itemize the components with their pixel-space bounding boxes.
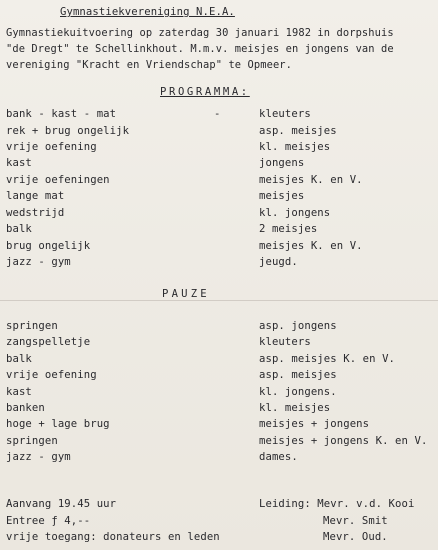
program-group: meisjes K. en V. [259,174,363,186]
program-item: jazz - gym [6,256,71,268]
program-group: asp. meisjes [259,125,337,137]
program-item: vrije oefeningen [6,174,110,186]
program-group: jongens [259,157,305,169]
program-group: meisjes + jongens [259,418,370,430]
program-group: asp. jongens [259,320,337,332]
aanvang-text: Aanvang 19.45 uur [6,498,117,510]
program-group: 2 meisjes [259,223,318,235]
program-group: kleuters [259,336,311,348]
entree-text: Entree ƒ 4,-- [6,515,91,527]
programma-title: PROGRAMMA: [160,86,250,98]
program-group: dames. [259,451,298,463]
program-item: zangspelletje [6,336,91,348]
program-group: kleuters [259,108,311,120]
program-group: meisjes K. en V. [259,240,363,252]
leiding-line: Mevr. Smit [323,515,388,527]
intro-line: Gymnastiekuitvoering op zaterdag 30 januari 1982 in dorpshuis [6,27,394,39]
program-item: bank - kast - mat [6,108,117,120]
program-item: rek + brug ongelijk [6,125,130,137]
program-group: kl. jongens [259,207,331,219]
program-item: vrije oefening [6,369,97,381]
program-item: balk [6,223,32,235]
program-group: jeugd. [259,256,298,268]
program-item: brug ongelijk [6,240,91,252]
document-heading: Gymnastiekvereniging N.E.A. [60,6,235,18]
program-group: asp. meisjes K. en V. [259,353,396,365]
program-item: banken [6,402,45,414]
leiding-line: Leiding: Mevr. v.d. Kooi [259,498,415,510]
program-dash: - [214,108,221,120]
intro-line: vereniging "Kracht en Vriendschap" te Opmeer. [6,59,293,71]
leiding-line: Mevr. Oud. [323,531,388,543]
program-item: springen [6,435,58,447]
program-item: balk [6,353,32,365]
program-item: kast [6,386,32,398]
program-group: meisjes [259,190,305,202]
program-group: asp. meisjes [259,369,337,381]
program-group: kl. jongens. [259,386,337,398]
intro-line: "de Dregt" te Schellinkhout. M.m.v. meisjes en jongens van de [6,43,394,55]
program-item: springen [6,320,58,332]
program-group: meisjes + jongens K. en V. [259,435,428,447]
program-item: kast [6,157,32,169]
paper-crease [0,300,438,301]
program-item: vrije oefening [6,141,97,153]
program-group: kl. meisjes [259,402,331,414]
pauze-title: PAUZE [162,288,210,300]
program-item: wedstrijd [6,207,65,219]
program-item: jazz - gym [6,451,71,463]
program-group: kl. meisjes [259,141,331,153]
toegang-text: vrije toegang: donateurs en leden [6,531,220,543]
program-item: hoge + lage brug [6,418,110,430]
program-item: lange mat [6,190,65,202]
